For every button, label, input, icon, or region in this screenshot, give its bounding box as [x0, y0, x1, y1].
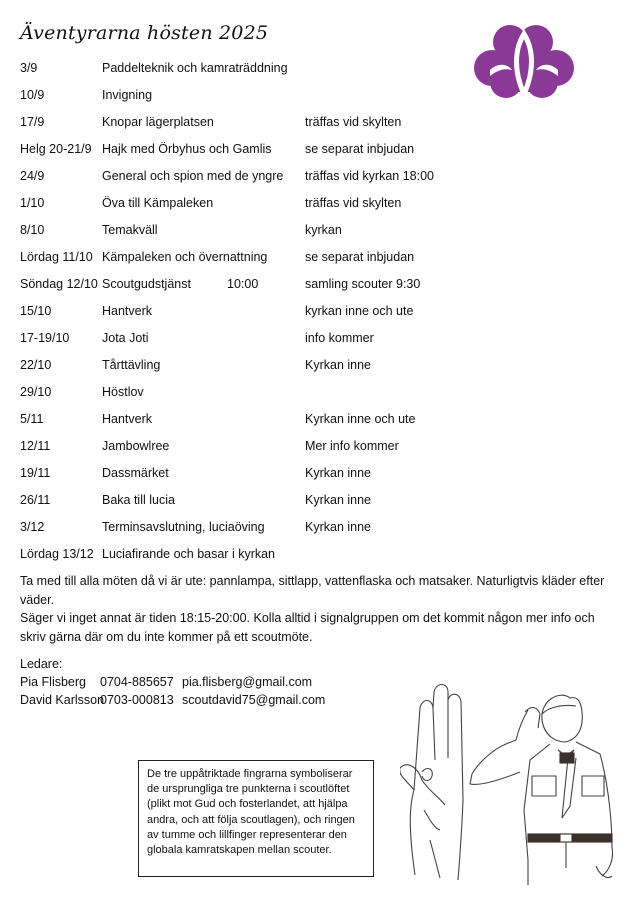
schedule-note: Kyrkan inne: [305, 466, 372, 480]
scout-sign-note-box: De tre uppåtriktade fingrarna symboliserar de ursprungliga tre punkterna i scoutlöftet (plikt mot Gud och fosterlandet, att hjälpa andra, och att följa scoutlagen), och ringen av tumme och lillfinger representerar den globala kamratskapen mellan scouter.: [138, 760, 374, 877]
leader-name: David Karlsson: [20, 693, 105, 707]
schedule-date: 12/11: [20, 439, 51, 453]
schedule-note: Mer info kommer: [305, 439, 399, 453]
schedule-date: Lördag 11/10: [20, 250, 93, 264]
scout-salute-drawing-icon: [400, 680, 635, 885]
schedule-note: Kyrkan inne: [305, 358, 372, 372]
schedule-row: [20, 330, 460, 357]
leader-name: Pia Flisberg: [20, 675, 86, 689]
schedule-row: [20, 141, 460, 168]
schedule-note: träffas vid skylten: [305, 196, 402, 210]
schedule-date: 10/9: [20, 88, 45, 102]
leader-email[interactable]: scoutdavid75@gmail.com: [182, 693, 326, 707]
page-title: Äventyrarna hösten 2025: [20, 22, 269, 44]
schedule-row: [20, 87, 460, 114]
leader-phone: 0704-885657: [100, 675, 174, 689]
schedule-row: [20, 519, 460, 546]
schedule-row: [20, 114, 460, 141]
schedule-note: träffas vid skylten: [305, 115, 402, 129]
schedule-date: 29/10: [20, 385, 52, 399]
leader-row: [20, 673, 313, 691]
leaders-heading: Ledare:: [20, 657, 63, 671]
leader-email[interactable]: pia.flisberg@gmail.com: [182, 675, 313, 689]
schedule-activity: Hantverk: [102, 304, 153, 318]
scout-fleur-de-lis-logo-icon: [470, 20, 578, 98]
schedule-activity: Baka till lucia: [102, 493, 175, 507]
schedule-date: Söndag 12/10: [20, 277, 98, 291]
schedule-date: 24/9: [20, 169, 45, 183]
schedule-activity: Scoutgudstjänst: [102, 277, 191, 291]
leaders-section: [20, 655, 326, 709]
schedule-activity: Knopar lägerplatsen: [102, 115, 214, 129]
schedule-date: Helg 20-21/9: [20, 142, 92, 156]
schedule-date: 17-19/10: [20, 331, 70, 345]
schedule-note: se separat inbjudan: [305, 142, 415, 156]
time-info: Säger vi inget annat är tiden 18:15-20:00. Kolla alltid i signalgruppen om det kommit någon mer info och skriv gärna där om du inte kommer på ett scoutmöte.: [20, 611, 595, 644]
schedule-date: 15/10: [20, 304, 52, 318]
schedule-row: [20, 492, 460, 519]
schedule-row: [20, 357, 460, 384]
schedule-activity: Öva till Kämpaleken: [102, 196, 214, 210]
schedule-row: [20, 384, 460, 411]
leader-phone: 0703-000813: [100, 693, 174, 707]
schedule-activity: Kämpaleken och övernattning: [102, 250, 268, 264]
schedule-activity: General och spion med de yngre: [102, 169, 284, 183]
schedule-date: 19/11: [20, 466, 51, 480]
schedule-note: kyrkan inne och ute: [305, 304, 414, 318]
schedule-note: se separat inbjudan: [305, 250, 415, 264]
schedule-date: 5/11: [20, 412, 44, 426]
schedule-activity: Jambowlree: [102, 439, 170, 453]
schedule-row: [20, 411, 460, 438]
schedule-row: [20, 222, 460, 249]
schedule-row: [20, 195, 460, 222]
schedule-row: [20, 249, 460, 276]
schedule-activity: Jota Joti: [102, 331, 149, 345]
schedule-activity: Dassmärket: [102, 466, 169, 480]
schedule-note: Kyrkan inne: [305, 493, 372, 507]
schedule-row: [20, 168, 460, 195]
schedule-note: samling scouter 9:30: [305, 277, 421, 291]
info-section: [20, 572, 620, 646]
schedule-note: träffas vid kyrkan 18:00: [305, 169, 435, 183]
schedule-note: kyrkan: [305, 223, 342, 237]
schedule-note: Kyrkan inne och ute: [305, 412, 416, 426]
schedule-date: 3/12: [20, 520, 45, 534]
schedule-activity: Luciafirande och basar i kyrkan: [102, 547, 276, 561]
schedule-note: info kommer: [305, 331, 374, 345]
bring-info: Ta med till alla möten då vi är ute: pannlampa, sittlapp, vattenflaska och matsaker. Naturligtvis kläder efter väder.: [20, 574, 605, 607]
schedule-row: [20, 438, 460, 465]
schedule-activity: Hajk med Örbyhus och Gamlis: [102, 142, 272, 156]
schedule-time: 10:00: [227, 277, 259, 291]
schedule-note: Kyrkan inne: [305, 520, 372, 534]
schedule-activity: Tårttävling: [102, 358, 161, 372]
schedule-activity: Temakväll: [102, 223, 158, 237]
schedule-date: 26/11: [20, 493, 51, 507]
schedule-date: 1/10: [20, 196, 45, 210]
schedule-date: 22/10: [20, 358, 52, 372]
leader-row: [20, 691, 326, 709]
schedule-activity: Invigning: [102, 88, 153, 102]
schedule-table: [20, 60, 460, 573]
schedule-activity: Höstlov: [102, 385, 144, 399]
schedule-row: [20, 546, 460, 573]
schedule-row: [20, 465, 460, 492]
schedule-date: 8/10: [20, 223, 45, 237]
schedule-activity: Paddelteknik och kamraträddning: [102, 61, 288, 75]
schedule-date: Lördag 13/12: [20, 547, 94, 561]
schedule-date: 17/9: [20, 115, 45, 129]
schedule-date: 3/9: [20, 61, 38, 75]
schedule-activity: Hantverk: [102, 412, 153, 426]
schedule-activity: Terminsavslutning, luciaöving: [102, 520, 265, 534]
schedule-row: [20, 303, 460, 330]
schedule-row: [20, 60, 460, 87]
schedule-row: [20, 276, 460, 303]
